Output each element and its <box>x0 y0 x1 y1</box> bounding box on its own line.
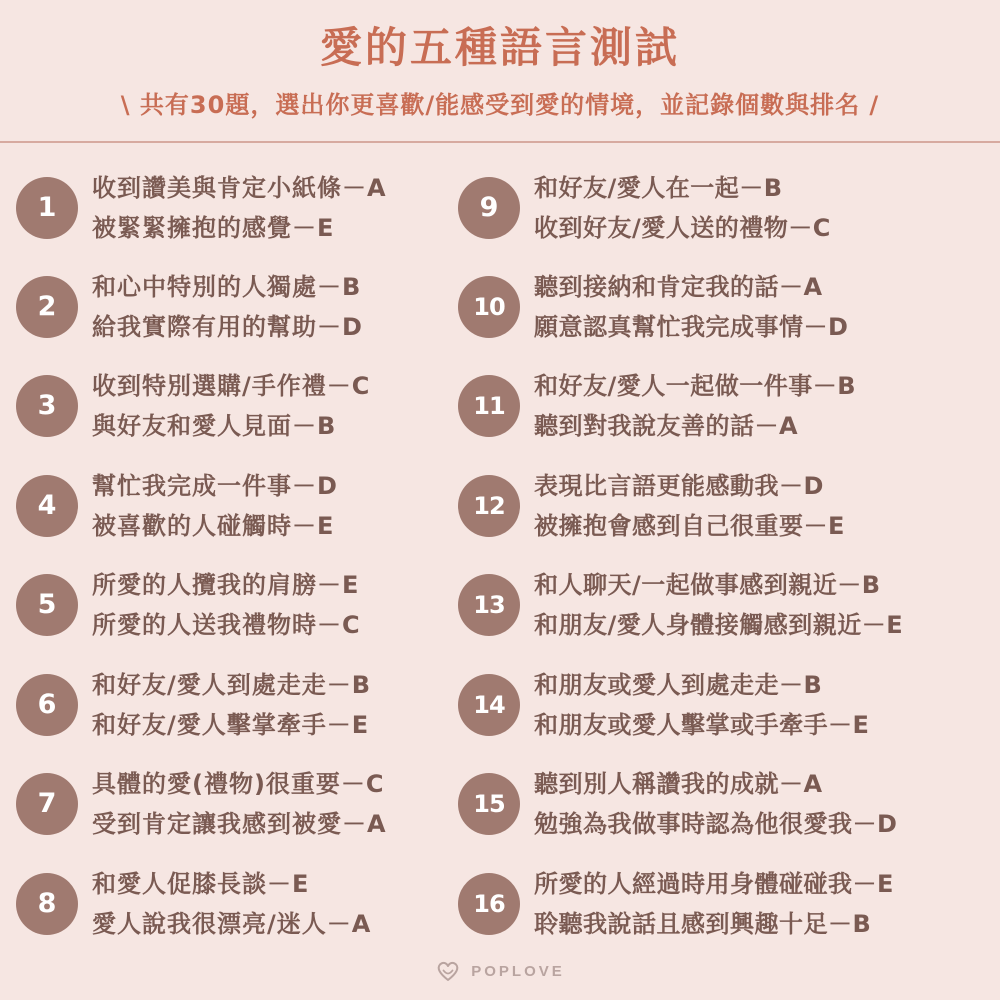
question-number-badge: 12 <box>458 475 520 537</box>
question-option-2: 收到好友/愛人送的禮物－C <box>534 214 831 242</box>
question-option-1: 聽到別人稱讚我的成就－A <box>534 770 823 798</box>
brand-name: POPLOVE <box>471 962 565 980</box>
question-option-2: 所愛的人送我禮物時－C <box>92 611 361 639</box>
question-option-2: 和朋友或愛人擊掌或手牽手－E <box>534 711 870 739</box>
question-option-1: 聽到接納和肯定我的話－A <box>534 273 823 301</box>
question-option-2: 給我實際有用的幫助－D <box>92 313 363 341</box>
question-number-badge: 4 <box>16 475 78 537</box>
brand-logo <box>435 958 565 984</box>
question-number-badge: 2 <box>16 276 78 338</box>
question-number-badge: 7 <box>16 773 78 835</box>
question-option-2: 被擁抱會感到自己很重要－E <box>534 512 845 540</box>
question-number-badge: 14 <box>458 674 520 736</box>
question-option-1: 具體的愛(禮物)很重要－C <box>92 770 385 798</box>
question-option-2: 被喜歡的人碰觸時－E <box>92 512 335 540</box>
question-number-badge: 6 <box>16 674 78 736</box>
page-title: 愛的五種語言測試 <box>319 23 680 72</box>
question-number-badge: 9 <box>458 177 520 239</box>
question-option-1: 表現比言語更能感動我－D <box>534 472 824 500</box>
question-option-2: 聽到對我說友善的話－A <box>534 412 799 440</box>
question-number-badge: 16 <box>458 873 520 935</box>
question-number-badge: 1 <box>16 177 78 239</box>
question-option-1: 和朋友或愛人到處走走－B <box>534 671 823 699</box>
question-number-badge: 11 <box>458 375 520 437</box>
question-option-1: 和好友/愛人在一起－B <box>534 174 783 202</box>
question-option-2: 和朋友/愛人身體接觸感到親近－E <box>534 611 904 639</box>
question-option-1: 所愛的人經過時用身體碰碰我－E <box>534 870 894 898</box>
question-option-2: 勉強為我做事時認為他很愛我－D <box>534 810 898 838</box>
question-number-badge: 13 <box>458 574 520 636</box>
header-divider <box>0 141 1000 143</box>
question-option-1: 和愛人促膝長談－E <box>92 870 310 898</box>
question-option-1: 和人聊天/一起做事感到親近－B <box>534 571 881 599</box>
question-option-1: 和心中特別的人獨處－B <box>92 273 362 301</box>
question-option-2: 受到肯定讓我感到被愛－A <box>92 810 387 838</box>
question-option-2: 愛人說我很漂亮/迷人－A <box>92 910 372 938</box>
question-option-2: 被緊緊擁抱的感覺－E <box>92 214 335 242</box>
question-option-1: 和好友/愛人到處走走－B <box>92 671 372 699</box>
question-option-1: 收到讚美與肯定小紙條－A <box>92 174 387 202</box>
question-number-badge: 15 <box>458 773 520 835</box>
question-number-badge: 8 <box>16 873 78 935</box>
heart-icon <box>435 958 461 984</box>
question-number-badge: 5 <box>16 574 78 636</box>
question-number-badge: 3 <box>16 375 78 437</box>
question-option-2: 願意認真幫忙我完成事情－D <box>534 313 849 341</box>
question-option-2: 和好友/愛人擊掌牽手－E <box>92 711 370 739</box>
question-option-1: 和好友/愛人一起做一件事－B <box>534 372 857 400</box>
question-option-2: 聆聽我說話且感到興趣十足－B <box>534 910 872 938</box>
page-subtitle: \ 共有30題，選出你更喜歡/能感受到愛的情境，並記錄個數與排名 / <box>120 91 880 119</box>
footer <box>0 958 1000 988</box>
question-option-1: 幫忙我完成一件事－D <box>92 472 338 500</box>
question-number-badge: 10 <box>458 276 520 338</box>
question-option-1: 收到特別選購/手作禮－C <box>92 372 371 400</box>
question-option-1: 所愛的人攬我的肩膀－E <box>92 571 360 599</box>
question-option-2: 與好友和愛人見面－B <box>92 412 337 440</box>
